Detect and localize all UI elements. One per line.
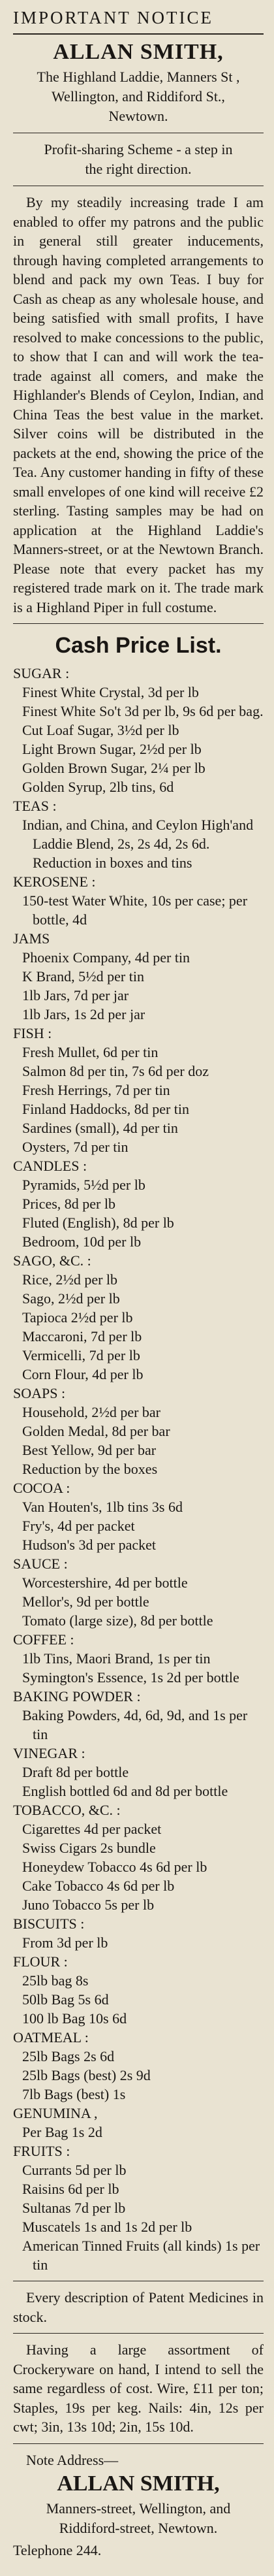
price-item: Finest White Crystal, 3d per lb <box>22 684 199 700</box>
subhead-line: the right direction. <box>85 161 192 177</box>
price-item: Sago, 2½d per lb <box>22 1290 120 1307</box>
price-list <box>13 664 264 2274</box>
price-item: Rice, 2½d per lb <box>22 1271 118 1288</box>
price-item: 1lb Jars, 1s 2d per jar <box>22 1006 145 1022</box>
price-item: 1lb Jars, 7d per jar <box>22 987 129 1003</box>
address-line: Newtown. <box>108 108 168 124</box>
subhead-line: Profit-sharing Scheme - a step in <box>44 141 233 157</box>
price-item: Indian, and China, and Ceylon High'and Laddie Blend, 2s, 2s 4d, 2s 6d. Reduction in boxes and tins <box>22 817 254 871</box>
price-item: 100 lb Bag 10s 6d <box>22 2010 127 2027</box>
price-item: 150-test Water White, 10s per case; per bottle, 4d <box>22 892 248 928</box>
price-item: Fresh Mullet, 6d per tin <box>22 1044 159 1060</box>
price-item: Sultanas 7d per lb <box>22 2200 126 2216</box>
footer-address-line: Riddiford-street, Newtown. <box>59 2519 218 2536</box>
price-item: Reduction by the boxes <box>22 1461 158 1477</box>
price-item: Best Yellow, 9d per bar <box>22 1442 157 1458</box>
price-item: Baking Powders, 4d, 6d, 9d, and 1s per tin <box>22 1707 248 1742</box>
header-rule <box>13 33 264 35</box>
footer-merchant-name: ALLAN SMITH, <box>57 2471 220 2496</box>
note-address-label: Note Address— <box>26 2451 119 2468</box>
category-heading: GENUMINA , <box>13 2105 98 2121</box>
price-item: Finland Haddocks, 8d per tin <box>22 1101 190 1117</box>
price-item: English bottled 6d and 8d per bottle <box>22 1783 228 1799</box>
divider <box>13 623 264 624</box>
price-item: Vermicelli, 7d per lb <box>22 1347 140 1363</box>
category-heading: KEROSENE : <box>13 873 96 890</box>
price-item: 25lb bag 8s <box>22 1972 89 1989</box>
category-heading: SOAPS : <box>13 1385 66 1401</box>
divider <box>13 2443 264 2444</box>
price-item: Light Brown Sugar, 2½d per lb <box>22 741 202 757</box>
category-heading: COCOA : <box>13 1480 70 1496</box>
price-item: 7lb Bags (best) 1s <box>22 2086 126 2102</box>
merchant-name: ALLAN SMITH, <box>53 40 224 64</box>
price-item: Corn Flour, 4d per lb <box>22 1366 144 1382</box>
category-heading: COFFEE : <box>13 1631 74 1648</box>
category-heading: FLOUR : <box>13 1953 68 1970</box>
category-heading: CANDLES : <box>13 1158 87 1174</box>
price-item: Currants 5d per lb <box>22 2162 127 2178</box>
category-heading: BISCUITS : <box>13 1916 85 1932</box>
price-item: Juno Tobacco 5s per lb <box>22 1897 155 1913</box>
price-list-title: Cash Price List. <box>55 633 222 658</box>
merchant-address <box>13 67 264 126</box>
price-item: Mellor's, 9d per bottle <box>22 1593 149 1610</box>
price-item: Household, 2½d per bar <box>22 1404 161 1420</box>
price-item: Tomato (large size), 8d per bottle <box>22 1612 213 1629</box>
closing-paragraph: Every description of Patent Medicines in stock. <box>13 2289 264 2325</box>
price-item: From 3d per lb <box>22 1934 108 1951</box>
price-item: Cut Loaf Sugar, 3½d per lb <box>22 722 179 738</box>
price-item: Phoenix Company, 4d per tin <box>22 949 190 966</box>
category-heading: TOBACCO, &C. : <box>13 1802 121 1818</box>
category-heading: BAKING POWDER : <box>13 1688 141 1704</box>
price-item: Golden Syrup, 2lb tins, 6d <box>22 779 174 795</box>
price-item: Per Bag 1s 2d <box>22 2124 102 2140</box>
category-heading: OATMEAL : <box>13 2029 89 2046</box>
category-heading: TEAS : <box>13 798 57 814</box>
price-item: Hudson's 3d per packet <box>22 1537 156 1553</box>
price-item: Golden Brown Sugar, 2¼ per lb <box>22 760 206 776</box>
price-item: Cigarettes 4d per packet <box>22 1821 162 1837</box>
divider <box>13 2333 264 2334</box>
price-item: 25lb Bags (best) 2s 9d <box>22 2067 151 2083</box>
price-item: Draft 8d per bottle <box>22 1764 129 1780</box>
category-heading: SAUCE : <box>13 1556 68 1572</box>
price-item: Symington's Essence, 1s 2d per bottle <box>22 1669 239 1686</box>
category-heading: JAMS <box>13 930 50 947</box>
price-item: Van Houten's, 1lb tins 3s 6d <box>22 1499 183 1515</box>
closing-paragraph: Having a large assortment of Crockeryware on hand, I intend to sell the same regardless of cost. Wire, £11 per ton; Staples, 19s per keg. Nails: 4in, 12s per cwt; 3in, 13s 10d; 2in, 15s 10d. <box>13 2341 264 2435</box>
price-item: Swiss Cigars 2s bundle <box>22 1840 156 1856</box>
price-item: 50lb Bag 5s 6d <box>22 1991 109 2008</box>
price-item: 1lb Tins, Maori Brand, 1s per tin <box>22 1650 211 1667</box>
price-item: Honeydew Tobacco 4s 6d per lb <box>22 1859 207 1875</box>
price-item: Finest White So't 3d per lb, 9s 6d per bag. <box>22 703 264 719</box>
category-heading: SUGAR : <box>13 665 70 681</box>
price-item: Prices, 8d per lb <box>22 1196 115 1212</box>
notice-title: IMPORTANT NOTICE <box>13 8 213 27</box>
price-item: Sardines (small), 4d per tin <box>22 1120 178 1136</box>
telephone: Telephone 244. <box>13 2541 102 2558</box>
price-item: Tapioca 2½d per lb <box>22 1309 133 1326</box>
category-heading: FRUITS : <box>13 2143 70 2159</box>
price-item: Cake Tobacco 4s 6d per lb <box>22 1878 175 1894</box>
price-item: Raisins 6d per lb <box>22 2181 119 2197</box>
price-item: Golden Medal, 8d per bar <box>22 1423 170 1439</box>
price-item: Muscatels 1s and 1s 2d per lb <box>22 2219 192 2235</box>
price-item: Fluted (English), 8d per lb <box>22 1215 174 1231</box>
price-item: Pyramids, 5½d per lb <box>22 1177 145 1193</box>
price-item: Worcestershire, 4d per bottle <box>22 1574 188 1591</box>
address-line: The Highland Laddie, Manners St , <box>37 69 240 85</box>
category-heading: SAGO, &C. : <box>13 1252 91 1269</box>
subhead <box>13 140 264 179</box>
price-item: K Brand, 5½d per tin <box>22 968 144 985</box>
price-item: Fresh Herrings, 7d per tin <box>22 1082 170 1098</box>
price-item: Bedroom, 10d per lb <box>22 1233 142 1250</box>
intro-paragraph: By my steadily increasing trade I am enabled to offer my patrons and the public in general still greater inducements, through having completed arrangements to blend and pack my own Teas. I buy for Cash as cheap as any wholesale house, and being satisfied with small profits, I have resolved to make concessions to the public, to show that I can and will work the tea-trade against all comers, and make the Highlander's Blends of Ceylon, Indian, and China Teas the best value in the market. Silver coins will be distributed in the packets at the end, showing the price of the Tea. Any customer handing in fifty of these small envelopes of one kind will receive £2 sterling. Tasting samples may be had on application at the Highland Laddie's Manners-street, or at the Newtown Branch. Please note that every packet has my registered trade mark on it. The trade mark is a Highland Piper in full costume. <box>13 194 264 615</box>
price-item: Oysters, 7d per tin <box>22 1139 129 1155</box>
price-item: Salmon 8d per tin, 7s 6d per doz <box>22 1063 209 1079</box>
category-heading: FISH : <box>13 1025 52 1041</box>
category-heading: VINEGAR : <box>13 1745 85 1761</box>
price-item: 25lb Bags 2s 6d <box>22 2048 115 2064</box>
price-item: Maccaroni, 7d per lb <box>22 1328 142 1345</box>
address-line: Wellington, and Riddiford St., <box>52 88 225 105</box>
price-item: Fry's, 4d per packet <box>22 1518 135 1534</box>
footer-address-line: Manners-street, Wellington, and <box>46 2500 231 2517</box>
price-item: American Tinned Fruits (all kinds) 1s per tin <box>22 2238 260 2273</box>
